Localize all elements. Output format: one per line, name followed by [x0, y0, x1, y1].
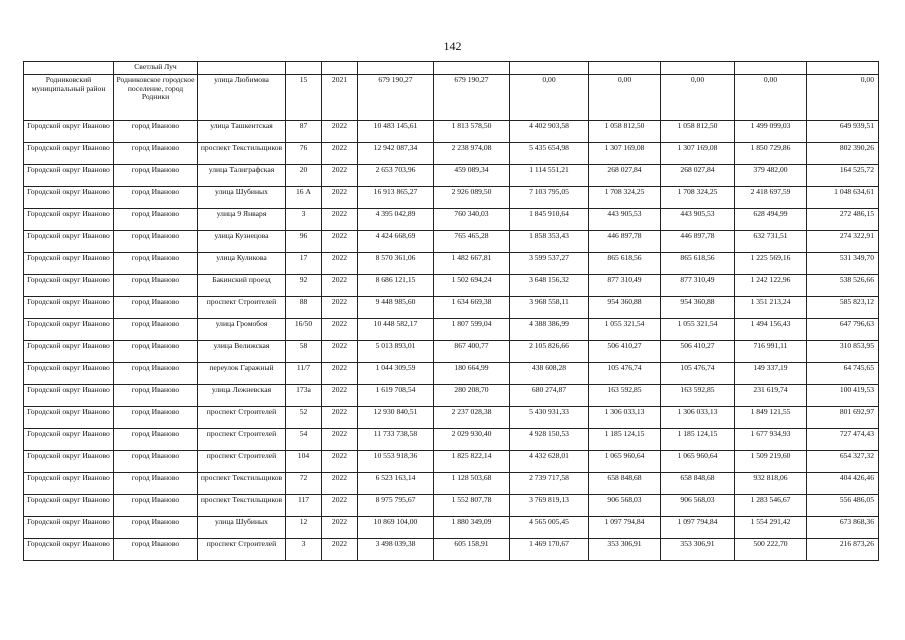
table-cell-settlement: город Иваново: [114, 121, 198, 143]
table-cell-cost-f: 272 486,15: [807, 209, 879, 231]
table-cell-house-number: 17: [286, 253, 322, 275]
table-cell-district: Городской округ Иваново: [24, 253, 114, 275]
table-cell-cost-d: 1 055 321,54: [661, 319, 735, 341]
table-row: [24, 539, 879, 561]
table-cell-street: проспект Строителей: [198, 539, 286, 561]
table-cell-street: проспект Текстильщиков: [198, 143, 286, 165]
table-cell-year: 2022: [322, 473, 358, 495]
table-cell-year: 2021: [322, 75, 358, 121]
table-cell-settlement: город Иваново: [114, 231, 198, 253]
table-cell-house-number: 87: [286, 121, 322, 143]
table-cell-cost-a: 1 128 503,68: [434, 473, 510, 495]
table-cell-cost-e: 1 283 546,67: [735, 495, 807, 517]
table-cell-year: 2022: [322, 363, 358, 385]
table-cell-street: проспект Строителей: [198, 407, 286, 429]
table-cell-street: [198, 62, 286, 75]
table-cell-year: 2022: [322, 121, 358, 143]
table-cell-cost-e: 1 499 099,03: [735, 121, 807, 143]
table-row: [24, 231, 879, 253]
table-cell-street: переулок Гаражный: [198, 363, 286, 385]
table-cell-house-number: 72: [286, 473, 322, 495]
table-cell-house-number: 54: [286, 429, 322, 451]
table-cell-cost-c: 877 310,49: [589, 275, 661, 297]
table-cell-cost-d: 506 410,27: [661, 341, 735, 363]
table-cell-cost-e: 379 482,00: [735, 165, 807, 187]
table-cell-district: Городской округ Иваново: [24, 209, 114, 231]
table-cell-year: 2022: [322, 275, 358, 297]
table-cell-total-cost: 4 424 668,69: [358, 231, 434, 253]
table-cell-settlement: город Иваново: [114, 517, 198, 539]
table-cell-cost-e: 0,00: [735, 75, 807, 121]
table-cell-cost-b: 4 402 903,58: [510, 121, 589, 143]
table-cell-district: Городской округ Иваново: [24, 187, 114, 209]
table-cell-district: Городской округ Иваново: [24, 275, 114, 297]
table-cell-cost-c: 1 097 794,84: [589, 517, 661, 539]
table-cell-cost-d: 906 568,03: [661, 495, 735, 517]
table-cell-cost-e: 1 677 934,93: [735, 429, 807, 451]
table-cell-cost-f: 802 390,26: [807, 143, 879, 165]
table-cell-district: Городской округ Иваново: [24, 165, 114, 187]
table-cell-cost-c: 1 306 033,13: [589, 407, 661, 429]
table-cell-street: проспект Строителей: [198, 297, 286, 319]
table-cell-cost-f: 649 939,51: [807, 121, 879, 143]
table-cell-cost-a: 1 880 349,09: [434, 517, 510, 539]
table-cell-cost-b: 5 430 931,33: [510, 407, 589, 429]
table-cell-district: Городской округ Иваново: [24, 363, 114, 385]
table-row: [24, 209, 879, 231]
table-cell-cost-b: 3 769 819,13: [510, 495, 589, 517]
table-row: [24, 517, 879, 539]
table-cell-district: Городской округ Иваново: [24, 495, 114, 517]
table-cell-total-cost: 12 930 840,51: [358, 407, 434, 429]
table-cell-cost-a: 605 158,91: [434, 539, 510, 561]
table-cell-cost-f: 585 823,12: [807, 297, 879, 319]
table-cell-cost-b: 1 469 170,67: [510, 539, 589, 561]
table-cell-cost-c: 446 897,78: [589, 231, 661, 253]
table-cell-total-cost: 8 686 121,15: [358, 275, 434, 297]
table-cell-cost-a: 679 190,27: [434, 75, 510, 121]
table-cell-cost-b: 1 845 910,64: [510, 209, 589, 231]
table-cell-cost-b: 1 858 353,43: [510, 231, 589, 253]
table-cell-total-cost: 3 498 039,38: [358, 539, 434, 561]
table-cell-settlement: город Иваново: [114, 495, 198, 517]
table-cell-year: 2022: [322, 385, 358, 407]
table-cell-cost-c: 1 058 812,50: [589, 121, 661, 143]
table-cell-total-cost: 679 190,27: [358, 75, 434, 121]
table-cell-cost-c: 506 410,27: [589, 341, 661, 363]
table-cell-cost-a: 1 502 694,24: [434, 275, 510, 297]
table-row: [24, 165, 879, 187]
table-cell-house-number: 96: [286, 231, 322, 253]
table-cell-year: 2022: [322, 451, 358, 473]
table-cell-cost-a: 2 237 028,38: [434, 407, 510, 429]
table-cell-cost-a: 760 340,03: [434, 209, 510, 231]
table-cell-cost-b: [510, 62, 589, 75]
table-cell-street: улица Шубиных: [198, 517, 286, 539]
table-cell-cost-f: 531 349,70: [807, 253, 879, 275]
table-cell-cost-e: 932 818,06: [735, 473, 807, 495]
table-cell-total-cost: 11 733 738,58: [358, 429, 434, 451]
table-cell-year: 2022: [322, 517, 358, 539]
table-cell-street: Бакинский проезд: [198, 275, 286, 297]
data-table: [23, 61, 879, 561]
table-cell-cost-e: 1 849 121,55: [735, 407, 807, 429]
table-cell-cost-f: 0,00: [807, 75, 879, 121]
table-cell-total-cost: 10 869 104,00: [358, 517, 434, 539]
table-cell-district: Городской округ Иваново: [24, 341, 114, 363]
table-cell-street: улица Любимова: [198, 75, 286, 121]
table-cell-cost-b: 438 608,28: [510, 363, 589, 385]
table-cell-house-number: 76: [286, 143, 322, 165]
table-cell-settlement: город Иваново: [114, 143, 198, 165]
table-cell-district: Городской округ Иваново: [24, 407, 114, 429]
table-cell-cost-a: 1 552 807,78: [434, 495, 510, 517]
table-cell-cost-d: 446 897,78: [661, 231, 735, 253]
table-cell-cost-f: 654 327,32: [807, 451, 879, 473]
table-cell-total-cost: 1 044 309,59: [358, 363, 434, 385]
table-cell-total-cost: 12 942 087,34: [358, 143, 434, 165]
table-cell-cost-a: 1 813 578,50: [434, 121, 510, 143]
table-cell-cost-f: 64 745,65: [807, 363, 879, 385]
table-cell-settlement: город Иваново: [114, 407, 198, 429]
table-cell-cost-e: 1 225 569,16: [735, 253, 807, 275]
table-cell-cost-a: 1 634 669,38: [434, 297, 510, 319]
table-cell-cost-f: 404 426,46: [807, 473, 879, 495]
table-cell-cost-e: 716 991,11: [735, 341, 807, 363]
table-cell-year: 2022: [322, 253, 358, 275]
table-cell-cost-b: 3 599 537,27: [510, 253, 589, 275]
table-cell-year: 2022: [322, 341, 358, 363]
table-cell-cost-a: 867 400,77: [434, 341, 510, 363]
table-cell-total-cost: 6 523 163,14: [358, 473, 434, 495]
table-cell-cost-b: 4 388 386,99: [510, 319, 589, 341]
table-cell-cost-e: 1 554 291,42: [735, 517, 807, 539]
table-cell-cost-d: 1 306 033,13: [661, 407, 735, 429]
table-cell-cost-c: 443 905,53: [589, 209, 661, 231]
table-cell-cost-c: 0,00: [589, 75, 661, 121]
table-cell-cost-b: 3 968 558,11: [510, 297, 589, 319]
table-cell-cost-d: 865 618,56: [661, 253, 735, 275]
table-cell-year: 2022: [322, 297, 358, 319]
table-cell-cost-d: 1 097 794,84: [661, 517, 735, 539]
table-cell-cost-c: 1 708 324,25: [589, 187, 661, 209]
table-cell-cost-d: 105 476,74: [661, 363, 735, 385]
table-cell-cost-f: [807, 62, 879, 75]
table-cell-district: Городской округ Иваново: [24, 231, 114, 253]
table-cell-house-number: 20: [286, 165, 322, 187]
table-cell-cost-c: 353 306,91: [589, 539, 661, 561]
table-cell-cost-a: 1 825 822,14: [434, 451, 510, 473]
table-cell-total-cost: 10 553 918,36: [358, 451, 434, 473]
table-cell-cost-e: 1 242 122,96: [735, 275, 807, 297]
table-cell-cost-e: 231 619,74: [735, 385, 807, 407]
table-row: [24, 275, 879, 297]
table-cell-house-number: 52: [286, 407, 322, 429]
table-cell-settlement: город Иваново: [114, 253, 198, 275]
table-cell-cost-d: 954 360,88: [661, 297, 735, 319]
table-cell-cost-d: 163 592,85: [661, 385, 735, 407]
table-row: [24, 75, 879, 121]
table-cell-district: Городской округ Иваново: [24, 385, 114, 407]
table-cell-cost-c: 1 307 169,08: [589, 143, 661, 165]
table-cell-cost-f: 100 419,53: [807, 385, 879, 407]
table-row: [24, 451, 879, 473]
table-cell-cost-a: 2 926 089,50: [434, 187, 510, 209]
table-cell-year: [322, 62, 358, 75]
table-cell-cost-d: 353 306,91: [661, 539, 735, 561]
table-cell-cost-d: 1 307 169,08: [661, 143, 735, 165]
table-cell-street: улица Лежневская: [198, 385, 286, 407]
table-cell-cost-d: 443 905,53: [661, 209, 735, 231]
table-cell-cost-c: 268 027,84: [589, 165, 661, 187]
table-cell-total-cost: 2 653 703,96: [358, 165, 434, 187]
table-cell-settlement: город Иваново: [114, 363, 198, 385]
table-cell-cost-f: 274 322,91: [807, 231, 879, 253]
table-cell-total-cost: 10 483 145,61: [358, 121, 434, 143]
table-cell-cost-d: 1 185 124,15: [661, 429, 735, 451]
table-cell-year: 2022: [322, 407, 358, 429]
table-cell-cost-e: 149 337,19: [735, 363, 807, 385]
table-cell-cost-d: [661, 62, 735, 75]
table-cell-year: 2022: [322, 187, 358, 209]
table-cell-settlement: город Иваново: [114, 275, 198, 297]
table-cell-street: проспект Строителей: [198, 429, 286, 451]
table-cell-year: 2022: [322, 231, 358, 253]
table-row: [24, 429, 879, 451]
table-cell-settlement: город Иваново: [114, 429, 198, 451]
table-cell-total-cost: 8 975 795,67: [358, 495, 434, 517]
table-cell-cost-c: [589, 62, 661, 75]
table-cell-cost-c: 954 360,88: [589, 297, 661, 319]
table-cell-district: Городской округ Иваново: [24, 473, 114, 495]
table-cell-district: Городской округ Иваново: [24, 517, 114, 539]
table-cell-cost-c: 906 568,03: [589, 495, 661, 517]
table-cell-settlement: город Иваново: [114, 341, 198, 363]
table-cell-cost-e: 1 850 729,86: [735, 143, 807, 165]
table-cell-cost-e: 1 494 156,43: [735, 319, 807, 341]
table-cell-cost-f: 1 048 634,61: [807, 187, 879, 209]
table-cell-settlement: город Иваново: [114, 385, 198, 407]
table-cell-street: улица Кузнецова: [198, 231, 286, 253]
table-cell-cost-b: 3 648 156,32: [510, 275, 589, 297]
table-cell-house-number: 117: [286, 495, 322, 517]
table-cell-cost-c: 658 848,68: [589, 473, 661, 495]
table-row: [24, 407, 879, 429]
table-cell-cost-b: 2 739 717,58: [510, 473, 589, 495]
table-cell-cost-d: 877 310,49: [661, 275, 735, 297]
table-row: [24, 473, 879, 495]
table-row: [24, 341, 879, 363]
table-cell-year: 2022: [322, 429, 358, 451]
table-cell-total-cost: 4 395 042,89: [358, 209, 434, 231]
table-cell-street: улица 9 Января: [198, 209, 286, 231]
table-cell-cost-a: 180 664,99: [434, 363, 510, 385]
table-cell-cost-b: 1 114 551,21: [510, 165, 589, 187]
table-row: [24, 187, 879, 209]
table-cell-cost-e: 1 351 213,24: [735, 297, 807, 319]
table-cell-cost-d: 658 848,68: [661, 473, 735, 495]
table-row: [24, 495, 879, 517]
table-cell-cost-b: 680 274,87: [510, 385, 589, 407]
table-cell-cost-b: 5 435 654,98: [510, 143, 589, 165]
table-row: [24, 297, 879, 319]
table-cell-cost-f: 216 873,26: [807, 539, 879, 561]
table-cell-cost-a: 1 807 599,04: [434, 319, 510, 341]
table-cell-street: улица Ташкентская: [198, 121, 286, 143]
table-cell-cost-c: 163 592,85: [589, 385, 661, 407]
table-cell-cost-d: 268 027,84: [661, 165, 735, 187]
table-cell-house-number: 173а: [286, 385, 322, 407]
table-cell-street: улица Шубиных: [198, 187, 286, 209]
table-cell-cost-f: 538 526,66: [807, 275, 879, 297]
table-cell-street: проспект Текстильщиков: [198, 473, 286, 495]
table-cell-settlement: Светлый Луч: [114, 62, 198, 75]
table-cell-settlement: город Иваново: [114, 473, 198, 495]
table-row: [24, 253, 879, 275]
table-cell-cost-a: 459 089,34: [434, 165, 510, 187]
table-cell-cost-d: 0,00: [661, 75, 735, 121]
table-cell-cost-b: 4 565 005,45: [510, 517, 589, 539]
table-cell-house-number: 11/7: [286, 363, 322, 385]
table-cell-total-cost: 9 448 985,60: [358, 297, 434, 319]
table-cell-district: Городской округ Иваново: [24, 539, 114, 561]
table-cell-cost-a: 765 465,28: [434, 231, 510, 253]
table-cell-cost-a: 2 029 930,40: [434, 429, 510, 451]
table-row: [24, 143, 879, 165]
table-cell-cost-b: 7 103 795,05: [510, 187, 589, 209]
table-cell-year: 2022: [322, 319, 358, 341]
page-number: 142: [443, 39, 462, 53]
table-cell-settlement: город Иваново: [114, 209, 198, 231]
table-cell-year: 2022: [322, 539, 358, 561]
table-cell-cost-c: 105 476,74: [589, 363, 661, 385]
table-cell-cost-f: 727 474,43: [807, 429, 879, 451]
table-cell-cost-f: 164 525,72: [807, 165, 879, 187]
table-cell-cost-c: 1 185 124,15: [589, 429, 661, 451]
table-cell-house-number: 3: [286, 539, 322, 561]
table-cell-cost-e: 2 418 697,59: [735, 187, 807, 209]
table-cell-cost-e: 500 222,70: [735, 539, 807, 561]
table-cell-cost-c: 1 055 321,54: [589, 319, 661, 341]
table-row: [24, 319, 879, 341]
table-cell-cost-c: 865 618,56: [589, 253, 661, 275]
table-cell-district: Городской округ Иваново: [24, 143, 114, 165]
table-cell-district: Городской округ Иваново: [24, 297, 114, 319]
table-cell-house-number: 16/50: [286, 319, 322, 341]
table-cell-street: улица Талиграфская: [198, 165, 286, 187]
table-cell-street: улица Куликова: [198, 253, 286, 275]
table-cell-house-number: 88: [286, 297, 322, 319]
table-row: [24, 363, 879, 385]
table-row-continuation: [24, 62, 879, 75]
table-cell-settlement: город Иваново: [114, 165, 198, 187]
table-cell-house-number: 3: [286, 209, 322, 231]
table-cell-cost-f: 556 486,05: [807, 495, 879, 517]
table-cell-house-number: 92: [286, 275, 322, 297]
table-cell-district: Городской округ Иваново: [24, 121, 114, 143]
table-cell-cost-a: 2 238 974,08: [434, 143, 510, 165]
table-cell-cost-e: 632 731,51: [735, 231, 807, 253]
table-cell-cost-f: 310 853,95: [807, 341, 879, 363]
table-cell-cost-b: 2 105 826,66: [510, 341, 589, 363]
table-cell-district: Городской округ Иваново: [24, 429, 114, 451]
table-cell-street: улица Громобоя: [198, 319, 286, 341]
table-cell-cost-a: 1 482 667,81: [434, 253, 510, 275]
table-cell-house-number: [286, 62, 322, 75]
table-cell-cost-f: 801 692,97: [807, 407, 879, 429]
table-cell-settlement: город Иваново: [114, 187, 198, 209]
table-cell-street: проспект Текстильщиков: [198, 495, 286, 517]
table-cell-cost-d: 1 065 960,64: [661, 451, 735, 473]
table-cell-cost-d: 1 058 812,50: [661, 121, 735, 143]
table-cell-street: проспект Строителей: [198, 451, 286, 473]
table-cell-district: Городской округ Иваново: [24, 319, 114, 341]
table-cell-district: Родниковский муниципальный район: [24, 75, 114, 121]
table-cell-cost-a: [434, 62, 510, 75]
table-cell-year: 2022: [322, 209, 358, 231]
table-cell-house-number: 12: [286, 517, 322, 539]
table-row: [24, 121, 879, 143]
table-row: [24, 385, 879, 407]
table-cell-settlement: город Иваново: [114, 297, 198, 319]
table-cell-cost-d: 1 708 324,25: [661, 187, 735, 209]
table-cell-cost-b: 0,00: [510, 75, 589, 121]
table-cell-cost-a: 280 208,70: [434, 385, 510, 407]
table-cell-year: 2022: [322, 143, 358, 165]
table-cell-street: улица Велижская: [198, 341, 286, 363]
table-cell-total-cost: 8 570 361,06: [358, 253, 434, 275]
table-cell-cost-f: 673 868,36: [807, 517, 879, 539]
table-cell-cost-e: 1 509 219,60: [735, 451, 807, 473]
table-cell-year: 2022: [322, 165, 358, 187]
table-cell-cost-e: [735, 62, 807, 75]
table-cell-house-number: 16 А: [286, 187, 322, 209]
table-cell-settlement: Родниковское городское поселение, город Родники: [114, 75, 198, 121]
table-cell-cost-c: 1 065 960,64: [589, 451, 661, 473]
table-cell-settlement: город Иваново: [114, 319, 198, 341]
table-cell-house-number: 15: [286, 75, 322, 121]
table-cell-cost-b: 4 928 150,53: [510, 429, 589, 451]
table-cell-total-cost: 16 913 865,27: [358, 187, 434, 209]
table-cell-cost-b: 4 432 628,01: [510, 451, 589, 473]
table-cell-total-cost: 10 448 582,17: [358, 319, 434, 341]
table-cell-settlement: город Иваново: [114, 451, 198, 473]
table-cell-total-cost: 1 619 708,54: [358, 385, 434, 407]
table-cell-district: [24, 62, 114, 75]
table-cell-settlement: город Иваново: [114, 539, 198, 561]
table-cell-district: Городской округ Иваново: [24, 451, 114, 473]
table-cell-cost-e: 628 494,99: [735, 209, 807, 231]
table-cell-total-cost: 5 013 893,01: [358, 341, 434, 363]
table-cell-cost-f: 647 796,63: [807, 319, 879, 341]
table-cell-house-number: 104: [286, 451, 322, 473]
table-cell-total-cost: [358, 62, 434, 75]
table-cell-house-number: 58: [286, 341, 322, 363]
table-cell-year: 2022: [322, 495, 358, 517]
